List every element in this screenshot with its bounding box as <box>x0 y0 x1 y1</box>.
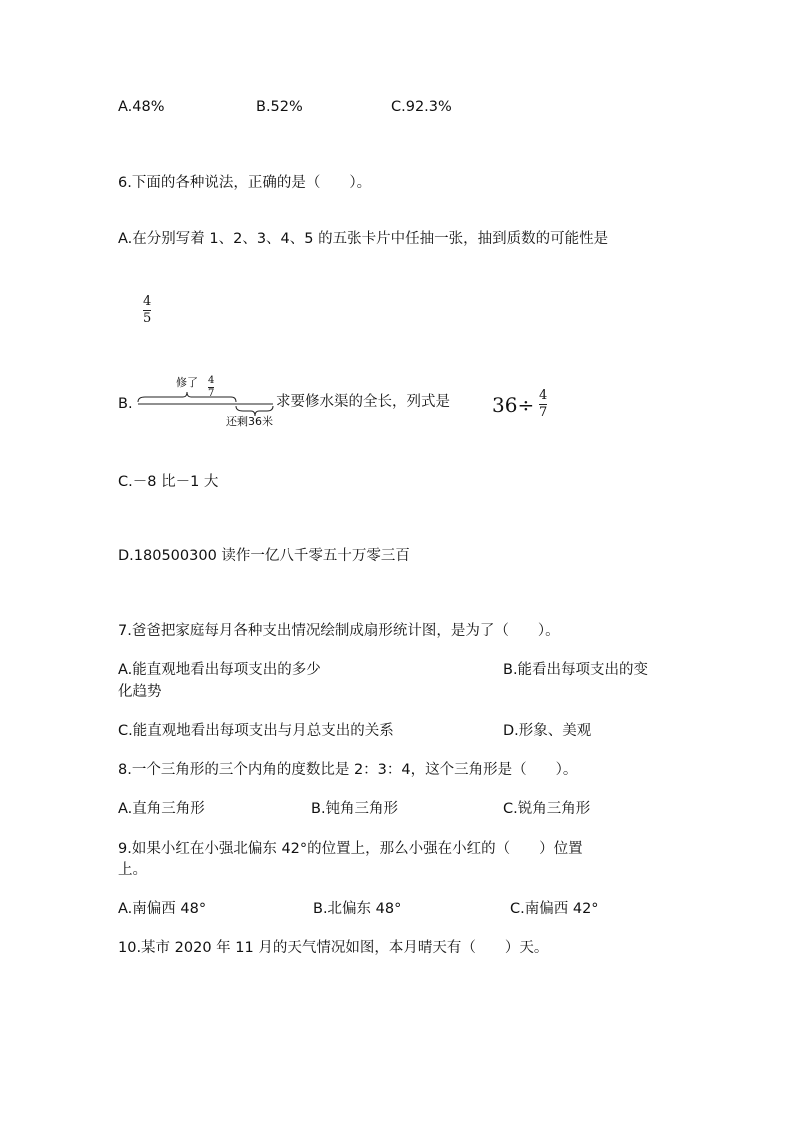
q7-stem: 7.爸爸把家庭每月各种支出情况绘制成扇形统计图，是为了（ ）。 <box>118 623 560 639</box>
q5-option-c: C.92.3% <box>391 99 452 115</box>
q8-option-c: C.锐角三角形 <box>503 801 591 817</box>
q8-option-b: B.钝角三角形 <box>311 801 399 817</box>
fraction-denominator: 7 <box>208 388 215 399</box>
q6-option-a: A.在分别写着 1、2、3、4、5 的五张卡片中任抽一张，抽到质数的可能性是 <box>118 231 609 247</box>
q7-option-c: C.能直观地看出每项支出与月总支出的关系 <box>118 723 394 739</box>
q6-formula-fraction <box>539 389 547 420</box>
repaired-brace <box>138 392 236 402</box>
q9-option-b: B.北偏东 48° <box>313 901 402 917</box>
q7-option-a: A.能直观地看出每项支出的多少 <box>118 662 321 678</box>
q6-option-a-fraction <box>143 295 151 326</box>
q6-stem: 6.下面的各种说法，正确的是（ ）。 <box>118 175 372 191</box>
q8-stem: 8.一个三角形的三个内角的度数比是 2：3：4，这个三角形是（ ）。 <box>118 762 578 778</box>
q9-stem-line2: 上。 <box>118 862 147 878</box>
fraction-denominator: 7 <box>539 405 548 420</box>
q6-option-b-label: B. <box>118 396 133 412</box>
q6-option-d: D.180500300 读作一亿八千零五十万零三百 <box>118 548 410 564</box>
q6-formula-whole <box>492 393 534 417</box>
q6-diagram-top-label: 修了 <box>176 376 198 389</box>
divide-sign: ÷ <box>517 393 535 417</box>
q7-option-b-line2: 化趋势 <box>118 684 162 700</box>
q9-option-c: C.南偏西 42° <box>510 901 599 917</box>
q7-option-d: D.形象、美观 <box>503 723 592 739</box>
q6-option-c: C.－8 比－1 大 <box>118 474 219 490</box>
q5-option-a: A.48% <box>118 99 165 115</box>
q5-option-b: B.52% <box>256 99 303 115</box>
q7-option-b-line1: B.能看出每项支出的变 <box>503 662 649 678</box>
fraction-numerator: 4 <box>208 375 215 386</box>
q6-canal-diagram <box>135 390 275 418</box>
q9-stem-line1: 9.如果小红在小强北偏东 42°的位置上，那么小强在小红的（ ）位置 <box>118 841 583 857</box>
q9-option-a: A.南偏西 48° <box>118 901 207 917</box>
q6-diagram-bottom-label: 还剩36米 <box>226 415 273 428</box>
q8-option-a: A.直角三角形 <box>118 801 205 817</box>
fraction-denominator: 5 <box>143 311 152 326</box>
fraction-numerator: 4 <box>143 294 152 309</box>
q10-stem: 10.某市 2020 年 11 月的天气情况如图，本月晴天有（ ）天。 <box>118 940 549 956</box>
q6-option-b-text: 求要修水渠的全长，列式是 <box>276 394 450 410</box>
fraction-numerator: 4 <box>539 388 548 403</box>
formula-number: 36 <box>492 393 518 417</box>
